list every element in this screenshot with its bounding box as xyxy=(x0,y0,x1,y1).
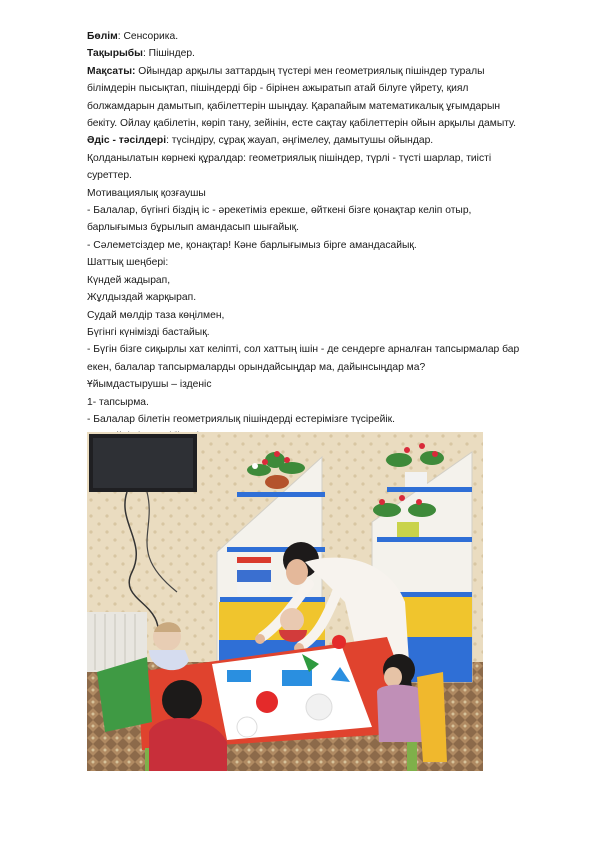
body-line: 1- тапсырма. xyxy=(87,396,149,408)
body-line: - Балалар, бүгінгі біздің іс - әрекетіміз ерекше, өйткені бізге қонақтар келіп отыр, xyxy=(87,205,472,217)
body-line: Судай мөлдір таза көңілмен, xyxy=(87,309,225,321)
body-line: Жұлдыздай жарқырап. xyxy=(87,292,197,304)
goal-line-3: болжамдарын дамытып, қабілеттерін шыңдау. Қарапайым математикалық ұғымдарын xyxy=(87,100,501,112)
body-line: Шаттық шеңбері: xyxy=(87,257,169,269)
topic-label: Тақырыбы xyxy=(87,48,143,60)
classroom-photo xyxy=(87,432,483,771)
section-label: Бөлім xyxy=(87,31,118,42)
topic-value: : Пішіндер. xyxy=(142,48,195,60)
body-line: Бүгінгі күнімізді бастайық. xyxy=(87,326,210,338)
goal-line-4: бекіту. Ойлау қабілетін, көріп тану, зейінін, есте сақтау қабілеттерін ойын арқылы дамыту. xyxy=(87,118,517,130)
section-value: : Сенсорика. xyxy=(117,31,179,42)
body-line: екен, балалар тапсырмаларды орындайсыңдар ма, дайынсыңдар ма? xyxy=(87,361,426,373)
document-text xyxy=(87,28,567,446)
goal-line-2: білімдерін пысықтап, пішіндерді бір - бірінен ажыратып атай білуге үйрету, қиял xyxy=(87,83,469,95)
body-line: - Балалар білетін геометриялық пішіндерді естерімізге түсірейік. xyxy=(87,413,396,425)
goal-label: Мақсаты: xyxy=(87,65,136,77)
methods-value: : түсіндіру, сұрақ жауап, әңгімелеу, дамытушы ойындар. xyxy=(166,135,434,147)
body-line: - Сәлеметсіздер ме, қонақтар! Кәне барлығымыз бірге амандасайық. xyxy=(87,239,417,251)
body-line: суреттер. xyxy=(87,170,132,182)
goal-line-1 xyxy=(87,63,567,80)
goal-text: Ойындар арқылы заттардың түстері мен геометриялық пішіндер туралы xyxy=(135,65,485,77)
body-line: Күндей жадырап, xyxy=(87,274,171,286)
topic-line xyxy=(87,45,567,62)
body-line: - Бүгін бізге сиқырлы хат келіпті, сол хаттың ішін - де сендерге арналған тапсырмалар бар xyxy=(87,344,520,356)
body-line: Қолданылатын көрнекі құралдар: геометриялық пішіндер, түрлі - түсті шарлар, тиісті xyxy=(87,152,492,164)
body-line: Мотивациялық қозғаушы xyxy=(87,187,206,199)
methods-label: Әдіс - тәсілдері xyxy=(87,135,167,147)
body-line: Ұйымдастырушы – ізденіс xyxy=(87,379,212,391)
methods-line xyxy=(87,132,567,149)
section-line xyxy=(87,28,567,45)
body-line: барлығымыз бұрылып амандасып шығайық. xyxy=(87,222,300,234)
